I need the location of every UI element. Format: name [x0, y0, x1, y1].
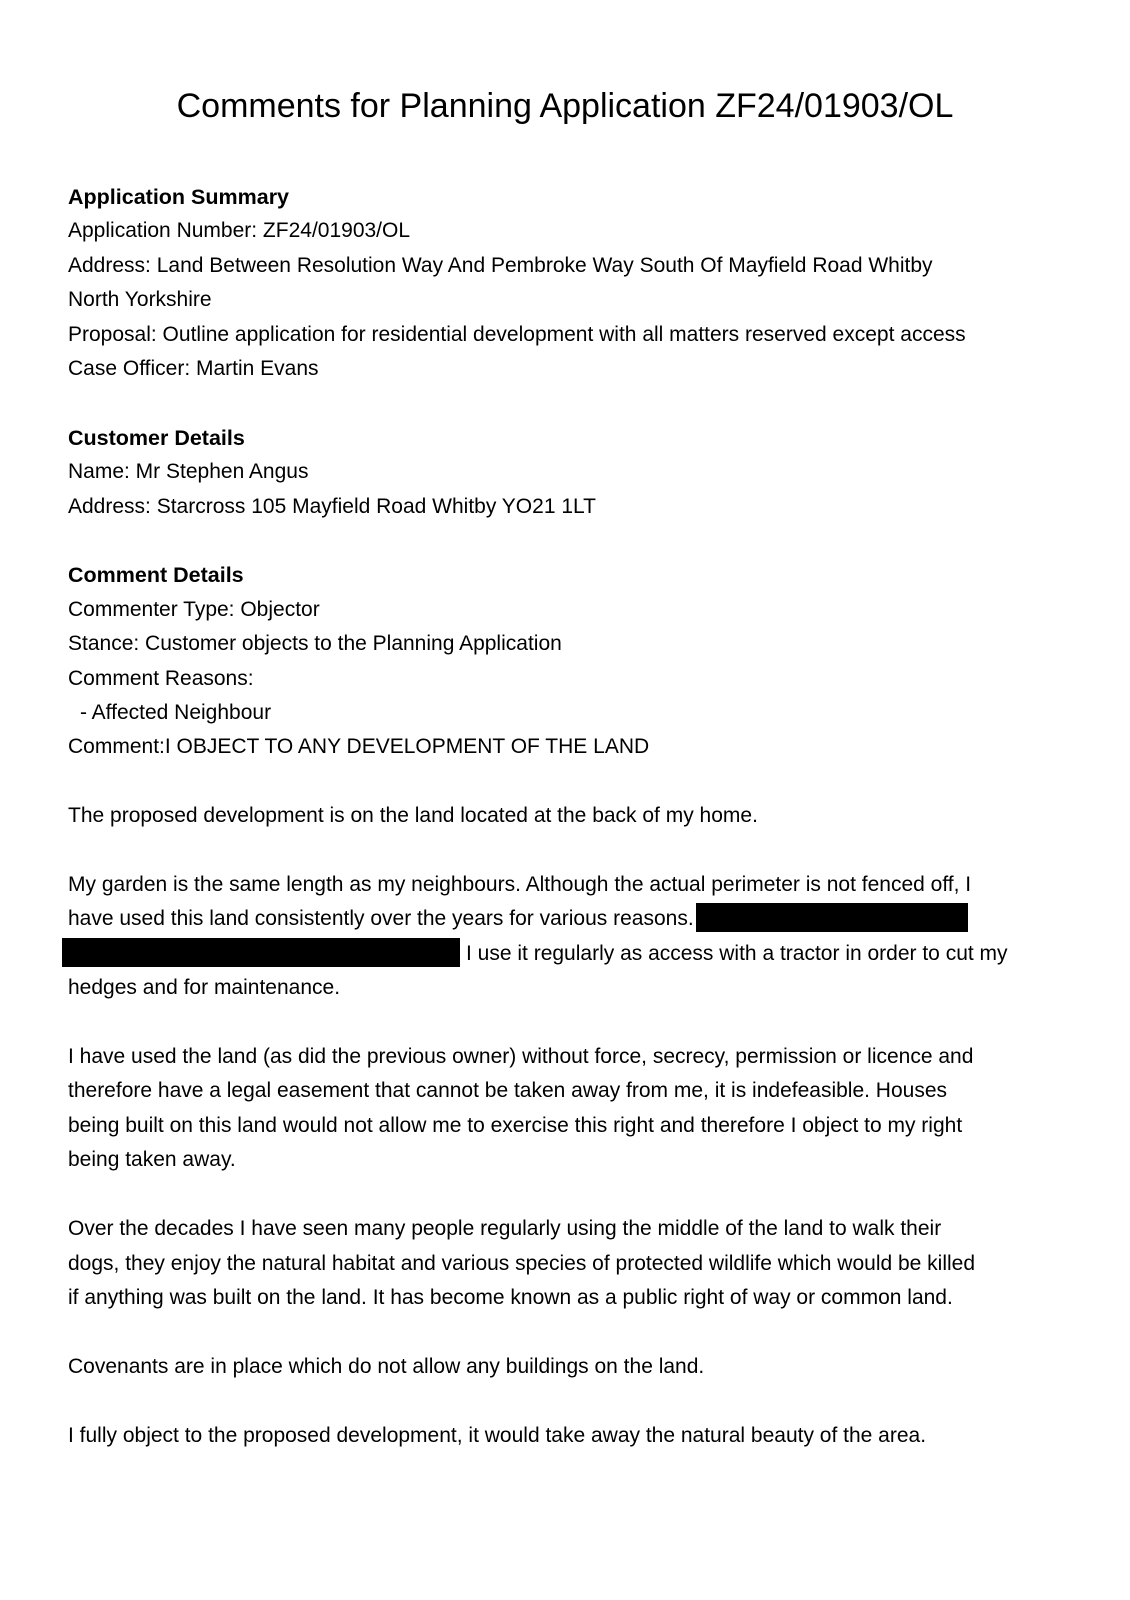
redaction-block [696, 903, 968, 932]
application-summary-section [68, 180, 1068, 386]
case-officer: Case Officer: Martin Evans [68, 357, 319, 381]
spacer [68, 524, 1068, 558]
comment-paragraph-3 [68, 1040, 1068, 1178]
stance: Stance: Customer objects to the Planning Application [68, 632, 562, 656]
customer-name: Name: Mr Stephen Angus [68, 460, 309, 484]
paragraph-3-line-3: being built on this land would not allow me to exercise this right and therefore I object to my right [68, 1113, 963, 1137]
application-summary-heading: Application Summary [68, 185, 290, 209]
paragraph-2-line-2 [68, 902, 1068, 936]
spacer [68, 765, 1068, 799]
comment-reason-item: - Affected Neighbour [80, 701, 272, 725]
customer-address: Address: Starcross 105 Mayfield Road Whitby YO21 1LT [68, 494, 596, 518]
page-title: Comments for Planning Application ZF24/01903/OL [176, 87, 954, 125]
paragraph-4-line-3: if anything was built on the land. It has become known as a public right of way or common land. [68, 1285, 953, 1309]
comment-paragraph-5: Covenants are in place which do not allow any buildings on the land. [68, 1354, 705, 1378]
paragraph-3-line-2: therefore have a legal easement that cannot be taken away from me, it is indefeasible. Houses [68, 1079, 948, 1103]
customer-details-heading: Customer Details [68, 425, 245, 450]
comment-intro: Comment:I OBJECT TO ANY DEVELOPMENT OF THE LAND [68, 735, 650, 759]
commenter-type: Commenter Type: Objector [68, 597, 320, 621]
comment-reasons-label: Comment Reasons: [68, 666, 254, 690]
paragraph-3-line-1: I have used the land (as did the previous owner) without force, secrecy, permission or licence and [68, 1045, 974, 1069]
application-proposal: Proposal: Outline application for residential development with all matters reserved except access [68, 322, 966, 346]
comment-details-section [68, 558, 1068, 764]
spacer [68, 834, 1068, 868]
spacer [68, 1384, 1068, 1418]
paragraph-4-line-2: dogs, they enjoy the natural habitat and various species of protected wildlife which would be killed [68, 1251, 976, 1275]
spacer [68, 386, 1068, 420]
paragraph-2-line-3-text: I use it regularly as access with a tractor in order to cut my [466, 941, 1008, 965]
redaction-block [62, 938, 460, 967]
spacer [68, 1006, 1068, 1040]
paragraph-2-line-4: hedges and for maintenance. [68, 976, 341, 1000]
paragraph-3-line-4: being taken away. [68, 1148, 236, 1172]
application-address-line-1: Address: Land Between Resolution Way And Pembroke Way South Of Mayfield Road Whitby [68, 253, 933, 277]
comment-paragraph-4 [68, 1212, 1068, 1315]
comment-details-heading: Comment Details [68, 563, 244, 588]
comment-paragraph-1: The proposed development is on the land located at the back of my home. [68, 804, 758, 828]
comment-paragraph-2 [68, 868, 1068, 1006]
customer-details-section [68, 421, 1068, 524]
paragraph-4-line-1: Over the decades I have seen many people regularly using the middle of the land to walk their [68, 1217, 942, 1241]
paragraph-2-line-1: My garden is the same length as my neighbours. Although the actual perimeter is not fenced off, I [68, 873, 972, 897]
document-content [68, 180, 1068, 1453]
spacer [68, 1315, 1068, 1349]
spacer [68, 1178, 1068, 1212]
application-address-line-2: North Yorkshire [68, 288, 212, 312]
application-number: Application Number: ZF24/01903/OL [68, 219, 411, 243]
comment-paragraph-6: I fully object to the proposed development, it would take away the natural beauty of the area. [68, 1423, 927, 1447]
paragraph-2-line-3 [68, 937, 1068, 971]
paragraph-2-line-2-text: have used this land consistently over the years for various reasons. [68, 907, 694, 931]
